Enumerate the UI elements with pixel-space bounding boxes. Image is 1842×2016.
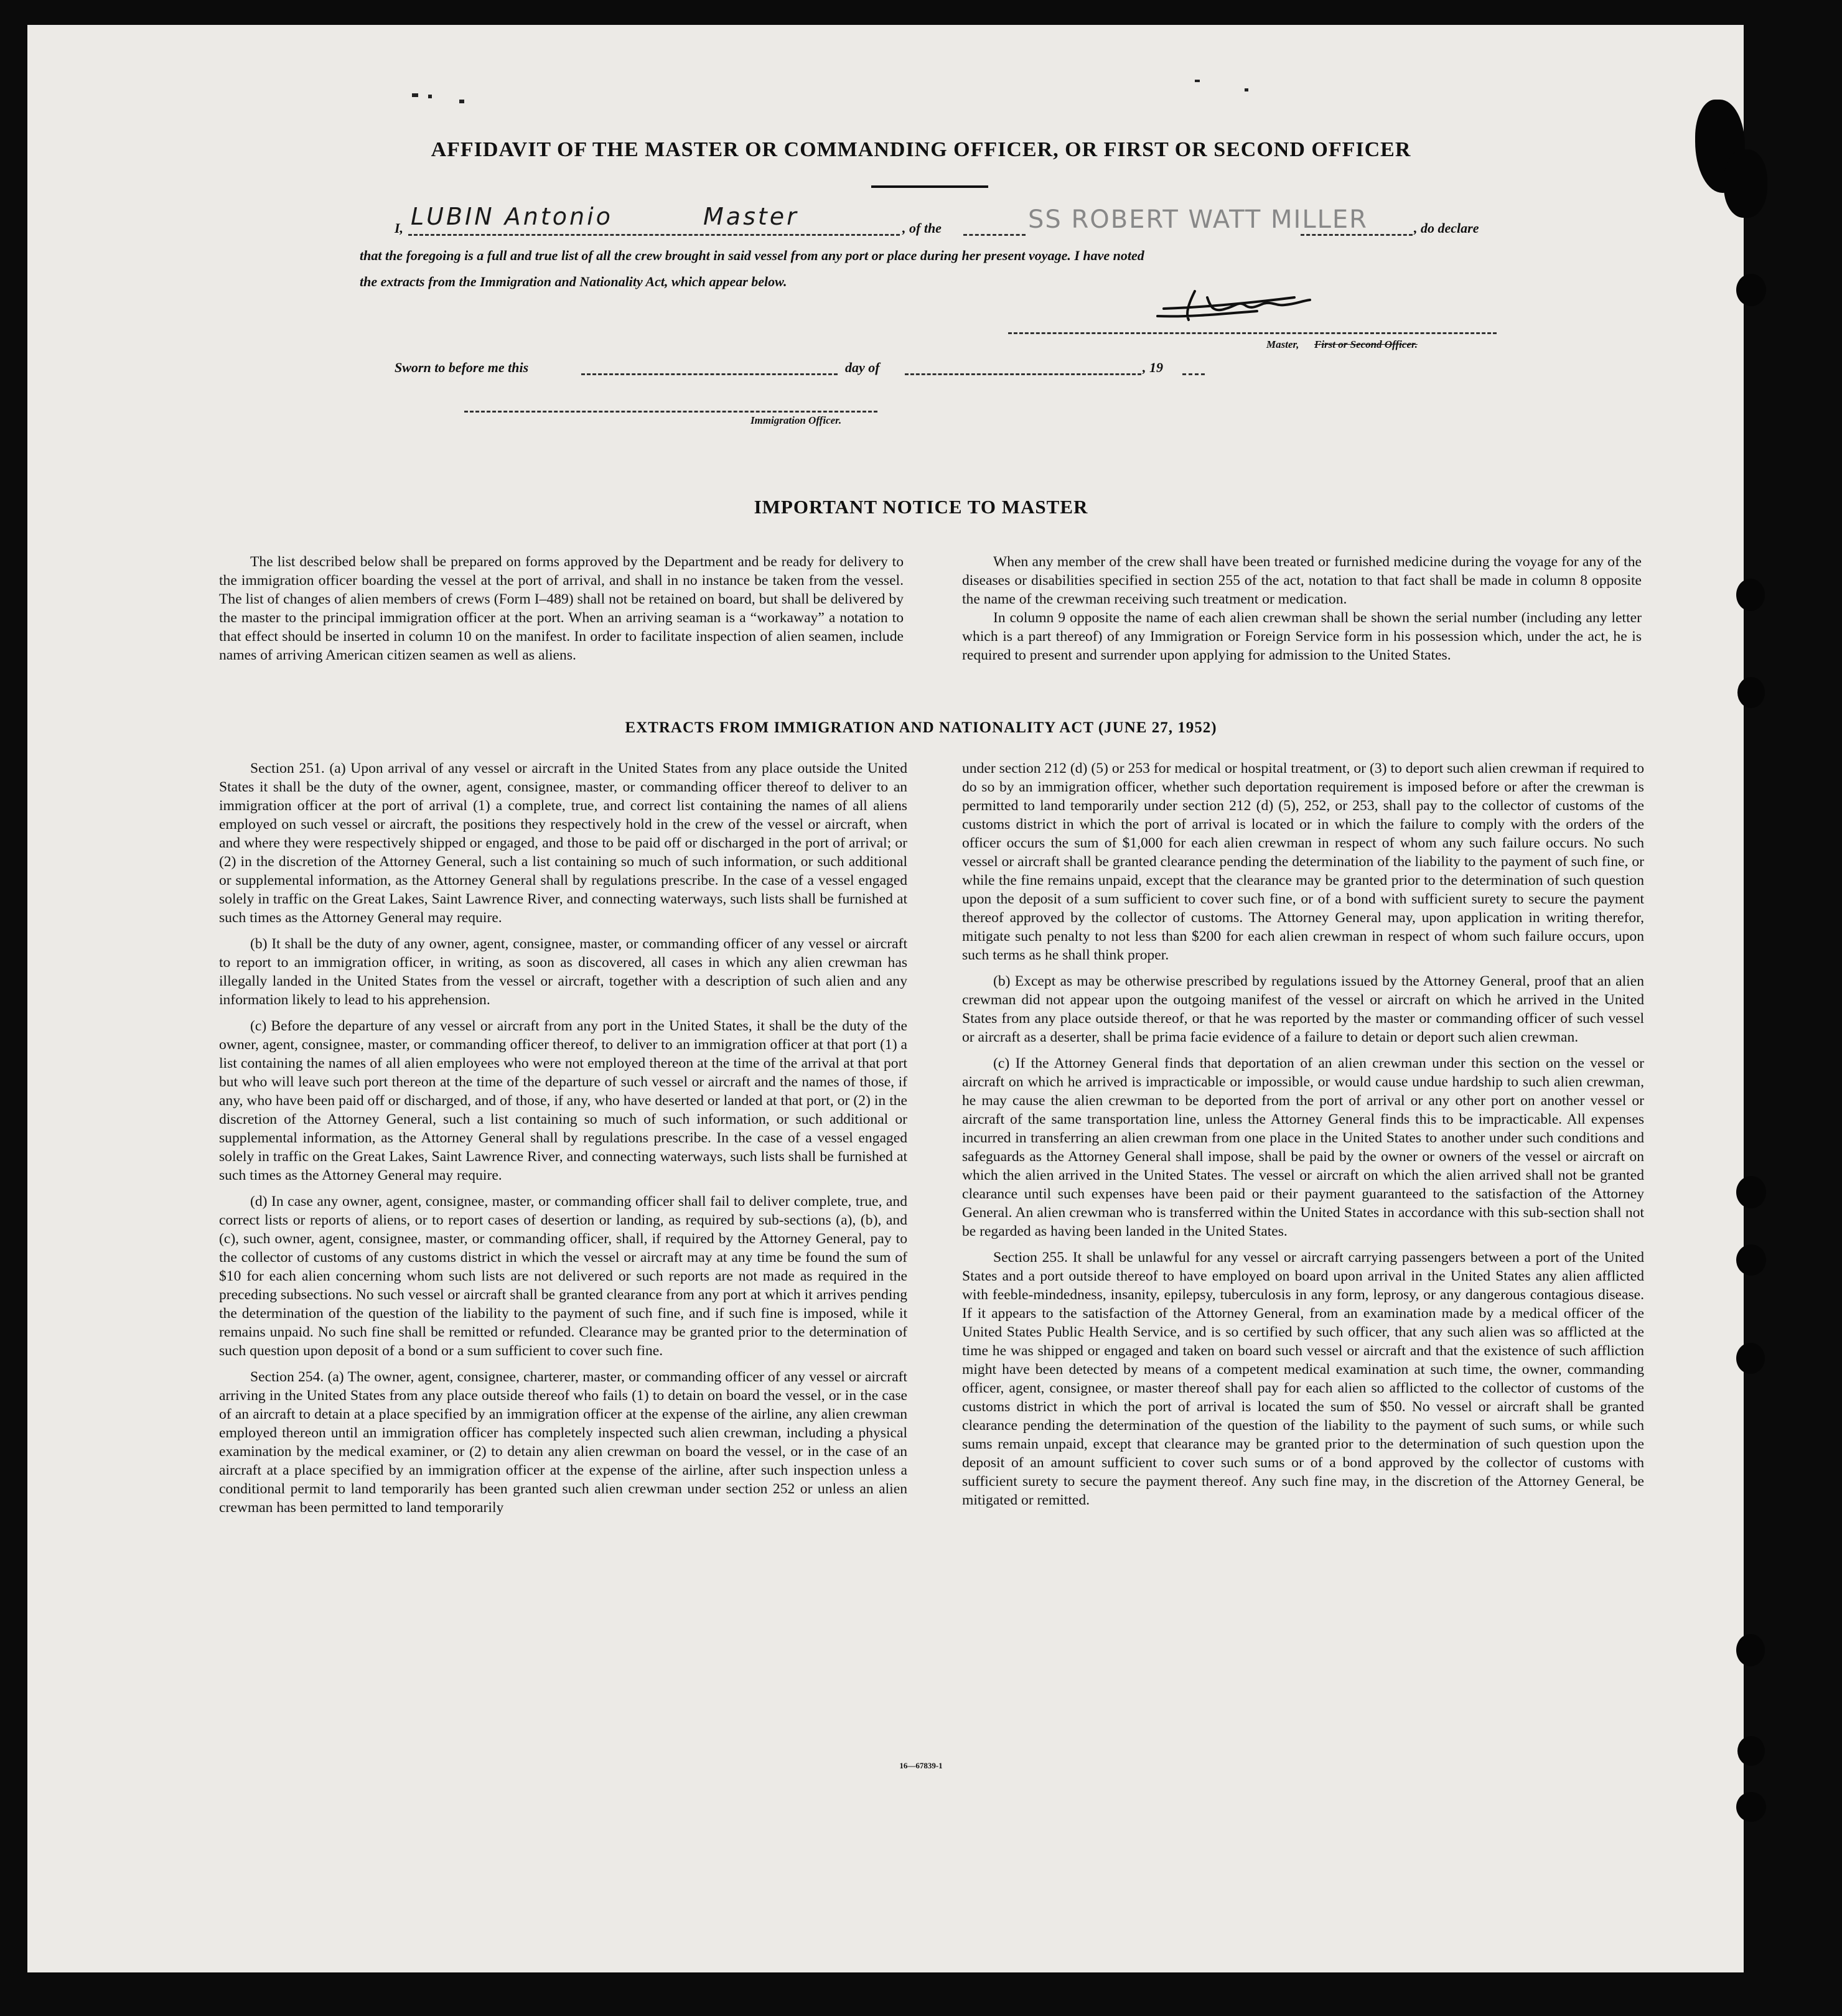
vessel-blank-right <box>1301 234 1413 236</box>
year-blank <box>1182 373 1205 375</box>
name-blank <box>408 234 900 236</box>
handwritten-title: Master <box>703 203 799 230</box>
notice-paragraph: When any member of the crew shall have been treated or furnished medicine during the voyage for any of the diseases or disabilities specified in section 255 of the act, notation to that fact shall be made in column 8 opposite the name of the crewman receiving such treatment or medication. <box>962 554 1642 607</box>
statute-paragraph: Section 254. (a) The owner, agent, consignee, charterer, master, or commanding officer of any vessel or aircraft arriving in the United States from any place outside thereof who fails (1) to detain on board the vessel, or in the case of an aircraft to detain at a place specified by an immigration officer at the expense of the airline, any alien crewman employed thereon until an immigration officer has completely inspected such alien crewman, including a physical examination by the medical examiner, or (2) to detain any alien crewman on board the vessel, or in the case of an aircraft at a place specified by an immigration officer at the expense of the airline, after such inspection unless a conditional permit to land temporarily has been granted such alien crewman under section 252 or unless an alien crewman has been permitted to land temporarily <box>219 1369 907 1516</box>
declaration-prefix: I, <box>395 220 404 236</box>
punch-hole <box>1737 677 1765 708</box>
notice-right-column <box>962 553 1642 665</box>
master-caption: Master, <box>1266 338 1299 350</box>
handwritten-name: LUBIN Antonio <box>411 203 613 230</box>
punch-hole <box>1736 579 1765 611</box>
sworn-date-blank <box>581 373 838 375</box>
punch-hole <box>1736 1634 1765 1666</box>
form-code: 16—67839-1 <box>899 1761 943 1770</box>
day-of-text: day of <box>845 360 880 375</box>
punch-hole <box>1736 274 1766 306</box>
officer-signature-line <box>464 411 877 413</box>
statute-paragraph: (d) In case any owner, agent, consignee, master, or commanding officer shall fail to deliver complete, true, and correct lists or reports of aliens, or to report cases of desertion or landing, as required by sub-sections (a), (b), and (c), such owner, agent, consignee, master, or commanding officer, shall, if required by the Attorney General, pay to the collector of customs of any customs district in which the vessel or aircraft may at any time be found the sum of $10 for each alien concerning whom such lists are not delivered or such reports are not made as required in the preceding subsections. No such vessel or aircraft shall be granted clearance from any port at which it arrives pending the determination of the question of the liability to the payment of such fine, and if such fine is imposed, while it remains unpaid. No such fine shall be remitted or refunded. Clearance may be granted prior to the determination of such question upon deposit of a bond or a sum sufficient to cover such fine. <box>219 1193 907 1359</box>
notice-left-column <box>219 553 904 665</box>
notice-paragraph: In column 9 opposite the name of each alien crewman shall be shown the serial number (including any letter which is a part thereof) of any Immigration or Foreign Service form in his possession which, under the act, he is required to present and surrender upon applying for admission to the United States. <box>962 610 1642 663</box>
punch-hole <box>1736 1244 1766 1276</box>
speck <box>1245 88 1248 91</box>
notice-paragraph: The list described below shall be prepared on forms approved by the Department and be ready for delivery to the immigration officer boarding the vessel at the port of arrival, and shall in no instance be taken from the vessel. The list of changes of alien members of crews (Form I–489) shall not be retained on board, but shall be delivered by the master to the principal immigration officer at the port. When an arriving seaman is a “workaway” a notation to that effect should be inserted in column 10 on the manifest. In order to facilitate inspection of alien seamen, include names of arriving American citizen seamen as well as aliens. <box>219 554 904 663</box>
statute-paragraph: Section 255. It shall be unlawful for any vessel or aircraft carrying passengers between a port of the United States and a port outside thereof to have employed on board upon arrival in the United States any alien afflicted with feeble-mindedness, insanity, epilepsy, tuberculosis in any form, leprosy, or any dangerous contagious disease. If it appears to the satisfaction of the Attorney General, from an examination made by a medical officer of the United States Public Health Service, and is so certified by such officer, that any such alien was so afflicted at the time he was shipped or engaged and taken on board such vessel or aircraft and that the existence of such affliction might have been detected by means of a competent medical examination at such time, the owner, commanding officer, agent, consignee, or master thereof shall pay for each alien so afflicted to the collector of customs of the customs district in which the port of arrival is located the sum of $50. No vessel or aircraft shall be granted clearance pending the determination of the question of the liability to the payment of such sums, or while such sums remain unpaid, except that clearance may be granted prior to the determination of such question upon the deposit of an amount sufficient to cover such sums or of a bond approved by the collector of customs with sufficient surety to secure the payment thereof. Any such fine may, in the discretion of the Attorney General, be mitigated or remitted. <box>962 1249 1644 1508</box>
immigration-officer-caption: Immigration Officer. <box>750 414 842 426</box>
extracts-title: EXTRACTS FROM IMMIGRATION AND NATIONALITY ACT (JUNE 27, 1952) <box>625 719 1217 736</box>
punch-hole <box>1736 1176 1766 1208</box>
of-the-text: , of the <box>902 220 942 236</box>
vessel-blank-left <box>963 234 1026 236</box>
statute-paragraph: (c) Before the departure of any vessel or aircraft from any port in the United States, it shall be the duty of the owner, agent, consignee, master, or commanding officer thereof, to deliver to an immigration officer at that port (1) a list containing the names of all alien employees who were not employed thereon at the time of the arrival at that port but who will leave such port thereon at the time of the departure of such vessel or aircraft and the names of those, if any, who have been paid off or discharged, and of those, if any, who have deserted or landed at that port, or (2) in the discretion of the Attorney General, such a list containing so much of such information, or such additional or supplemental information, as the Attorney General shall by regulations prescribe. In the case of a vessel engaged solely in traffic on the Great Lakes, Saint Lawrence River, and connecting waterways, such lists shall be furnished at such times as the Attorney General may require. <box>219 1018 907 1183</box>
statement-line-2: the extracts from the Immigration and Nationality Act, which appear below. <box>360 274 787 289</box>
vessel-name-stamp: SS ROBERT WATT MILLER <box>1028 205 1368 234</box>
statute-paragraph: (b) It shall be the duty of any owner, agent, consignee, master, or commanding officer of any vessel or aircraft to report to an immigration officer, in writing, as soon as discovered, all cases in which any alien crewman has illegally landed in the United States from the vessel or aircraft, together with a description of such alien and any information likely to lead to his apprehension. <box>219 936 907 1008</box>
notice-title: IMPORTANT NOTICE TO MASTER <box>754 496 1088 518</box>
statute-paragraph: (b) Except as may be otherwise prescribed by regulations issued by the Attorney General, proof that an alien crewman did not appear upon the outgoing manifest of the vessel or aircraft on which he arrived in the United States from any place outside thereof, or that he was reported by the master or commanding officer of such vessel or aircraft as a deserter, shall be prima facie evidence of a failure to detain or deport such alien crewman. <box>962 973 1644 1045</box>
statute-paragraph: (c) If the Attorney General finds that deportation of an alien crewman under this section on the vessel or aircraft on which he arrived is impracticable or impossible, or would cause undue hardship to such alien crewman, he may cause the alien crewman to be deported from the port of arrival or any other port on another vessel or aircraft of the same transportation line, unless the Attorney General finds this to be impracticable. All expenses incurred in transferring an alien crewman from one place in the United States to another under such conditions and safeguards as the Attorney General shall impose, shall be paid by the owner or owners of the vessel or aircraft on which the alien arrived in the United States. The vessel or aircraft on which the alien arrived shall not be granted clearance until such expenses have been paid or their payment guaranteed to the satisfaction of the Attorney General. An alien crewman who is transferred within the United States in accordance with this sub-section shall not be regarded as having been landed in the United States. <box>962 1055 1644 1239</box>
speck <box>459 100 464 103</box>
speck <box>412 93 418 97</box>
statute-paragraph: under section 212 (d) (5) or 253 for medical or hospital treatment, or (3) to deport such alien crewman if required to do so by an immigration officer, whether such deportation requirement is imposed before or after the crewman is permitted to land temporarily under section 212 (d) (5), 252, or 253, shall pay to the collector of customs of the customs district in which the port of arrival is located or in which the failure to comply with the orders of the officer occurs the sum of $1,000 for each alien crewman in respect of whom any such failure occurs. No such vessel or aircraft shall be granted clearance pending the determination of the liability to the payment of such fine, or while the fine remains unpaid, except that the clearance may be granted prior to the determination of such question upon the deposit of a sum sufficient to cover such fine, or of a bond with sufficient surety to secure the payment thereof approved by the collector of customs. The Attorney General may, upon application in writing therefor, mitigate such penalty to not less than $200 for each alien crewman in respect of whom such failure occurs, upon such terms as he shall think proper. <box>962 760 1644 963</box>
statement-line-1: that the foregoing is a full and true list of all the crew brought in said vessel from any port or place during her present voyage. I have noted <box>360 248 1144 263</box>
do-declare-text: , do declare <box>1414 220 1479 236</box>
title-rule <box>871 185 988 188</box>
affidavit-title: AFFIDAVIT OF THE MASTER OR COMMANDING OFFICER, OR FIRST OR SECOND OFFICER <box>431 138 1411 161</box>
extracts-right-column <box>962 759 1644 1510</box>
extracts-left-column <box>219 759 907 1517</box>
year-text: , 19 <box>1143 360 1163 375</box>
signature-line <box>1008 332 1497 334</box>
struck-officer-caption: First or Second Officer. <box>1314 338 1418 350</box>
speck <box>428 95 432 98</box>
speck <box>1195 80 1200 82</box>
month-blank <box>905 373 1141 375</box>
master-signature <box>1151 279 1357 329</box>
punch-hole <box>1736 1343 1765 1374</box>
sworn-prefix: Sworn to before me this <box>395 360 529 375</box>
punch-hole <box>1736 1792 1766 1822</box>
statute-paragraph: Section 251. (a) Upon arrival of any vessel or aircraft in the United States from any place outside the United States it shall be the duty of the owner, agent, consignee, master, or commanding officer thereof to deliver to an immigration officer at the port of arrival (1) a complete, true, and correct list containing the names of all aliens employed on such vessel or aircraft, the positions they respectively hold in the crew of the vessel or aircraft, when and where they were respectively shipped or engaged, and those to be paid off or discharged in the port of arrival; or (2) in the discretion of the Attorney General, such a list containing so much of such information, or such additional or supplemental information, as the Attorney General shall by regulations prescribe. In the case of a vessel engaged solely in traffic on the Great Lakes, Saint Lawrence River, and connecting waterways, such lists shall be furnished at such times as the Attorney General may require. <box>219 760 907 926</box>
